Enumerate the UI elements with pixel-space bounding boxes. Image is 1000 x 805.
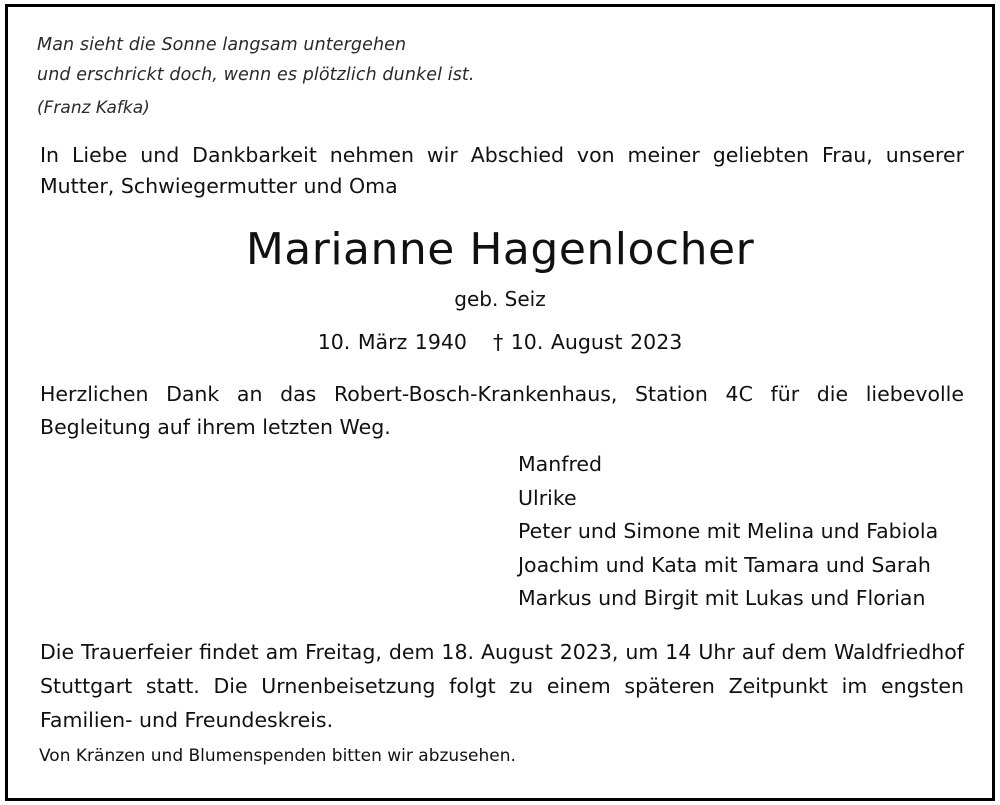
death-date: † 10. August 2023	[492, 330, 683, 354]
quote-line-2: und erschrickt doch, wenn es plötzlich dunkel ist.	[37, 65, 475, 85]
mourner-entry: Manfred	[518, 452, 603, 476]
mourners-list	[518, 448, 938, 616]
thanks-text: Herzlichen Dank an das Robert-Bosch-Krankenhaus, Station 4C für die liebevolle Begleitung auf ihrem letzten Weg.	[40, 382, 964, 439]
mourner-entry: Ulrike	[518, 485, 577, 510]
intro-text: In Liebe und Dankbarkeit nehmen wir Abschied von meiner geliebten Frau, unserer Mutter, Schwiegermutter und Oma	[40, 143, 964, 198]
maiden-name: geb. Seiz	[454, 287, 546, 311]
birth-date: 10. März 1940	[317, 330, 467, 354]
ceremony-text: Die Trauerfeier findet am Freitag, dem 18. August 2023, um 14 Uhr auf dem Waldfriedhof Stuttgart statt. Die Urnenbeisetzung folgt zu einem späteren Zeitpunkt im engsten Familien- und Freundeskreis.	[40, 640, 964, 732]
mourner-entry: Joachim und Kata mit Tamara und Sarah	[518, 552, 931, 577]
mourner-entry: Peter und Simone mit Melina und Fabiola	[518, 519, 939, 543]
deceased-name: Marianne Hagenlocher	[245, 224, 755, 275]
life-dates	[0, 326, 1000, 358]
mourner-entry: Markus und Birgit mit Lukas und Florian	[518, 586, 926, 610]
quote-author: (Franz Kafka)	[37, 98, 150, 118]
quote-text	[37, 30, 475, 90]
no-wreaths-note: Von Kränzen und Blumenspenden bitten wir abzusehen.	[39, 746, 516, 766]
quote-line-1: Man sieht die Sonne langsam untergehen	[37, 35, 407, 55]
